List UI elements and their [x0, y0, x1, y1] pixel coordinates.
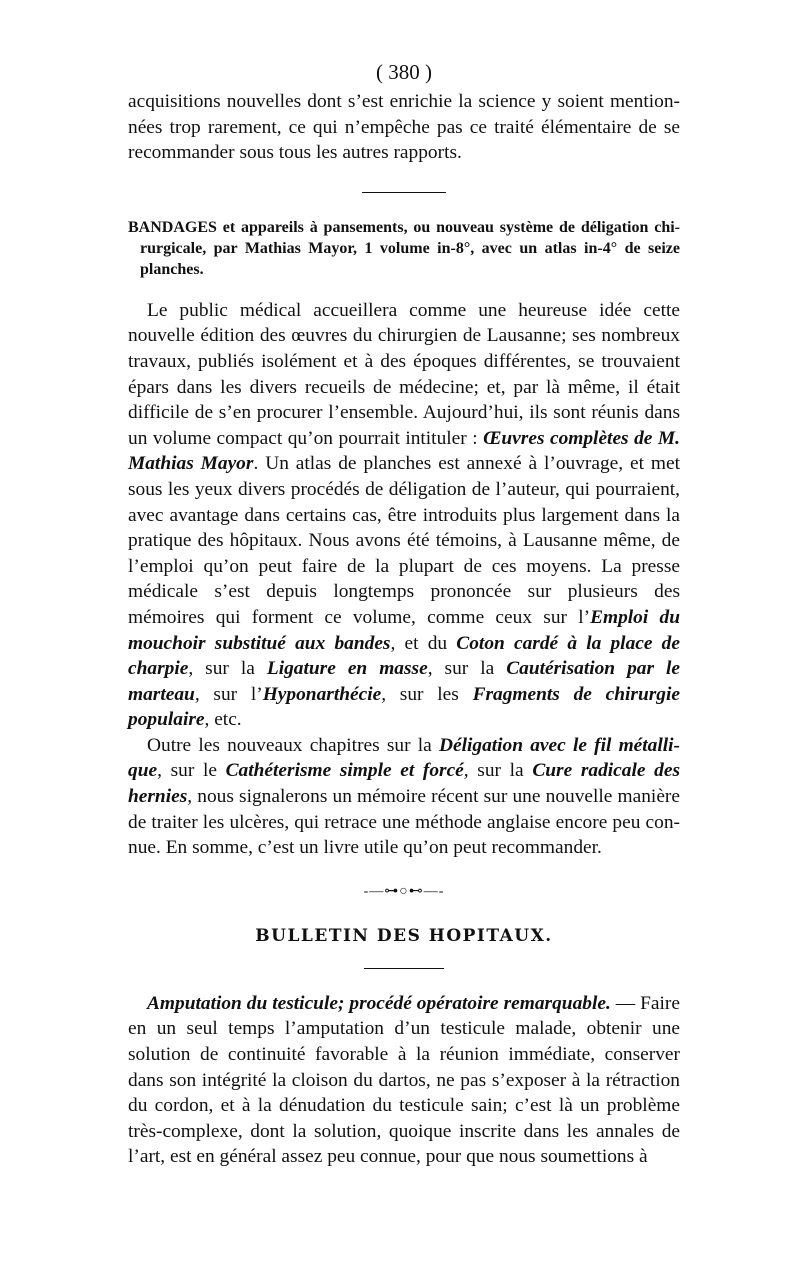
- review-paragraph-1: [128, 298, 680, 733]
- ornament-divider: -—⊶○⊷—-: [363, 883, 445, 899]
- text-run: , sur le: [157, 760, 226, 782]
- section-divider: [362, 192, 446, 193]
- biblio-head: BANDAGES: [128, 218, 217, 236]
- text-run: — Faire en un seul temps l’amputation d’un testicule malade, obtenir une solution de continuité favorable à la réunion immédiate, conserver dans son intégrité la cloison du dartos, ne pas s’exposer à la rétraction du cordon, et à la dénudation du testicule sain; c’est là un problème très-complexe, dont la solution, quoique inscrite dans les annales de l’art, est en général assez peu connue, pour que nous soumettions à: [128, 992, 680, 1168]
- section-heading: BULLETIN DES HOPITAUX.: [255, 925, 553, 946]
- paragraph-continued: acquisitions nouvelles dont s’est enrichie la science y soient mentionnées trop rarement, ce qui n’empêche pas ce traité élémentaire de se recommander sous tous les autres rapports.: [128, 91, 680, 164]
- italic-title: Déligation avec le fil métallique: [128, 734, 680, 782]
- text-run: , sur la: [463, 760, 533, 782]
- article-title: Amputation du testicule; procédé opératoire remarquable.: [147, 992, 611, 1014]
- italic-title: Coton cardé à la place de charpie: [128, 632, 680, 680]
- page: [128, 60, 680, 1170]
- italic-title: Emploi du mouchoir substitué aux bandes: [128, 606, 680, 654]
- italic-title: Ligature en masse: [266, 658, 428, 680]
- page-number: ( 380 ): [376, 60, 432, 84]
- text-run: , sur l’: [194, 683, 263, 705]
- biblio-text: et appareils à pansements, ou nouveau système de déligation chirurgicale, par Mathias Mayor, 1 volume in-8°, avec un atlas in-4° de seize planches.: [140, 218, 680, 278]
- text-run: , et du: [390, 632, 457, 654]
- text-run: , etc.: [204, 709, 242, 731]
- italic-title: Fragments de chirurgie populaire: [128, 683, 680, 731]
- italic-title: Œuvres complètes de M. Mathias Mayor: [128, 427, 680, 475]
- review-paragraph-2: [128, 733, 680, 861]
- text-run: Outre les nouveaux chapitres sur la: [147, 734, 439, 756]
- text-run: , sur la: [427, 658, 507, 680]
- italic-title: Cure radicale des hernies: [128, 760, 680, 808]
- text-run: , sur la: [188, 658, 267, 680]
- text-run: . Un atlas de planches est annexé à l’ouvrage, et met sous les yeux divers procédés de déligation de l’auteur, qui pourraient, avec avantage dans certains cas, être introduits plus largement dans la pratique des hôpitaux. Nous avons été témoins, à Lausanne même, de l’emploi qu’on peut faire de la plupart de ces moyens. La presse médicale s’est depuis longtemps prononcée sur plusieurs des mémoires qui forment ce volume, comme ceux sur l’: [128, 453, 680, 628]
- article-paragraph: [128, 991, 680, 1170]
- heading-rule: [364, 968, 444, 969]
- italic-title: Cathéterisme simple et forcé: [225, 760, 464, 782]
- italic-title: Hyponarthécie: [262, 683, 382, 705]
- text-run: , nous signalerons un mémoire récent sur une nouvelle manière de traiter les ulcères, qui retrace une méthode anglaise encore peu connue. En somme, c’est un livre utile qu’on peut recommander.: [128, 786, 680, 859]
- bibliographic-entry: [128, 217, 680, 280]
- italic-title: Cautérisation par le marteau: [128, 658, 680, 705]
- text-run: Le public médical accueillera comme une heureuse idée cette nouvelle édition des œuvres du chirurgien de Lausanne; ses nombreux travaux, publiés isolément et à des époques différentes, se trouvaient épars dans les divers recueils de médecine; et, par là même, il était difficile de s’en procurer l’ensemble. Aujourd’hui, ils sont réunis dans un volume compact qu’on pourrait intituler :: [128, 299, 680, 449]
- text-run: , sur les: [381, 683, 473, 705]
